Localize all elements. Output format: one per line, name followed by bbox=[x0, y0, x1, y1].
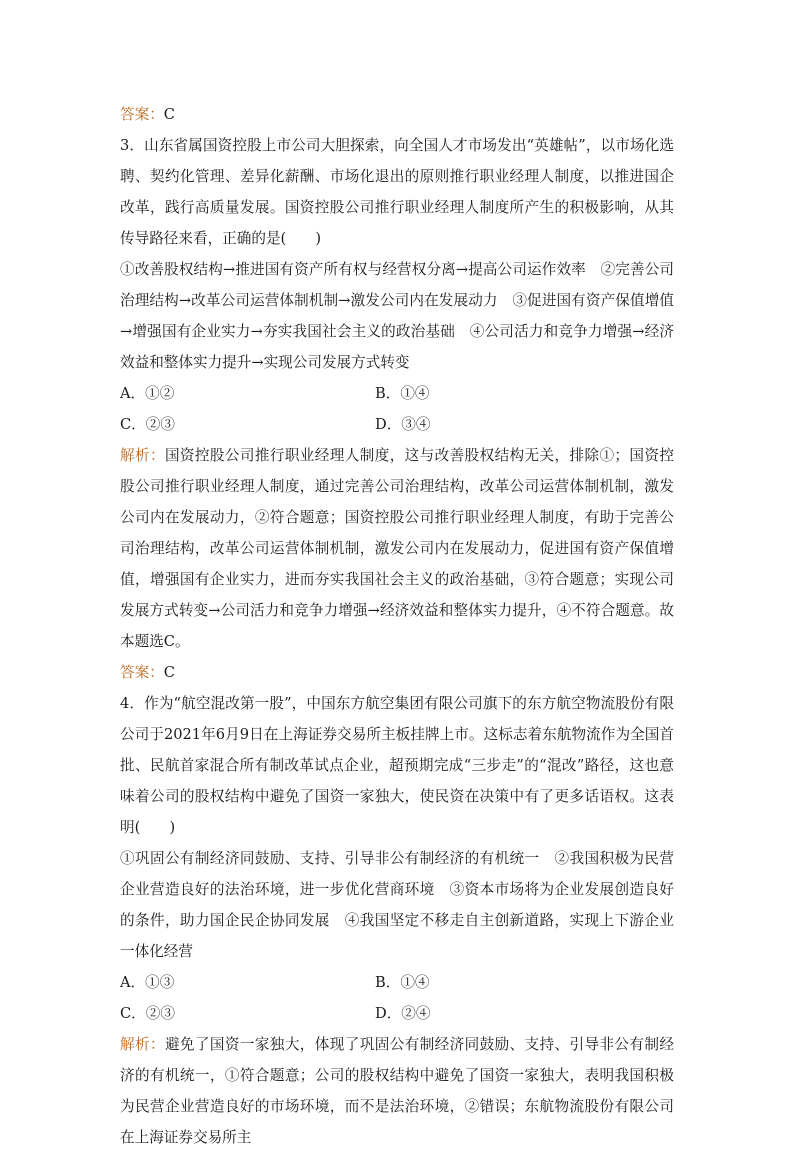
option-d: D．②④ bbox=[375, 1005, 431, 1022]
question-4-stem: 4．作为“航空混改第一股”，中国东方航空集团有限公司旗下的东方航空物流股份有限公司于2021年6月9日在上海证券交易所主板挂牌上市。这标志着东航物流作为全国首批、民航首家混合所有制改革试点企业，超预期完成“三步走”的“混改”路径，这也意味着公司的股权结构中避免了国资一家独大，使民资在决策中有了更多话语权。这表明( ) bbox=[120, 695, 674, 836]
question-4-statements: ①巩固公有制经济同鼓励、支持、引导非公有制经济的有机统一 ②我国积极为民营企业营造良好的法治环境，进一步优化营商环境 ③资本市场将为企业发展创造良好的条件，助力国企民企协同发展 ④我国坚定不移走自主创新道路，实现上下游企业一体化经营 bbox=[120, 850, 674, 960]
analysis-text: 国资控股公司推行职业经理人制度，这与改善股权结构无关，排除①；国资控股公司推行职业经理人制度，通过完善公司治理结构，改革公司运营体制机制，激发公司内在发展动力，②符合题意；国资控股公司推行职业经理人制度，有助于完善公司治理结构，改革公司运营体制机制，激发公司内在发展动力，促进国有资产保值增值，增强国有企业实力，进而夯实我国社会主义的政治基础，③符合题意；实现公司发展方式转变→公司活力和竞争力增强→经济效益和整体实力提升，④不符合题意。故本题选C。 bbox=[120, 447, 674, 650]
question-3-stem: 3．山东省属国资控股上市公司大胆探索，向全国人才市场发出“英雄帖”，以市场化选聘、契约化管理、差异化薪酬、市场化退出的原则推行职业经理人制度，以推进国企改革，践行高质量发展。国资控股公司推行职业经理人制度所产生的积极影响，从其传导路径来看，正确的是( ) bbox=[120, 137, 674, 247]
question-3-options-row-1 bbox=[120, 378, 674, 409]
option-b: B．①④ bbox=[375, 974, 430, 991]
question-3-analysis bbox=[120, 440, 674, 657]
question-3-statements: ①改善股权结构→推进国有资产所有权与经营权分离→提高公司运作效率 ②完善公司治理结构→改革公司运营体制机制→激发公司内在发展动力 ③促进国有资产保值增值→增强国有企业实力→夯实我国社会主义的政治基础 ④公司活力和竞争力增强→经济效益和整体实力提升→实现公司发展方式转变 bbox=[120, 261, 674, 371]
answer-label: 答案： bbox=[120, 106, 164, 123]
analysis-label: 解析： bbox=[120, 447, 165, 464]
option-a: A．①② bbox=[120, 385, 175, 402]
question-4-options-row-2 bbox=[120, 998, 674, 1029]
question-3-options-row-2 bbox=[120, 409, 674, 440]
option-c: C．②③ bbox=[120, 1005, 175, 1022]
document-page bbox=[120, 99, 674, 1153]
answer-line-q2 bbox=[120, 99, 674, 130]
answer-label: 答案： bbox=[120, 664, 164, 681]
option-d: D．③④ bbox=[375, 416, 431, 433]
analysis-label: 解析： bbox=[120, 1036, 165, 1053]
option-a: A．①③ bbox=[120, 974, 175, 991]
option-c: C．②③ bbox=[120, 416, 175, 433]
answer-value: C bbox=[163, 664, 175, 681]
option-b: B．①④ bbox=[375, 385, 430, 402]
answer-line-q3 bbox=[120, 657, 674, 688]
answer-value: C bbox=[163, 106, 175, 123]
question-4-options-row-1 bbox=[120, 967, 674, 998]
analysis-text: 避免了国资一家独大，体现了巩固公有制经济同鼓励、支持、引导非公有制经济的有机统一，①符合题意；公司的股权结构中避免了国资一家独大，表明我国积极为民营企业营造良好的市场环境，而不是法治环境，②错误；东航物流股份有限公司在上海证券交易所主 bbox=[120, 1036, 674, 1146]
question-4-analysis bbox=[120, 1029, 674, 1153]
